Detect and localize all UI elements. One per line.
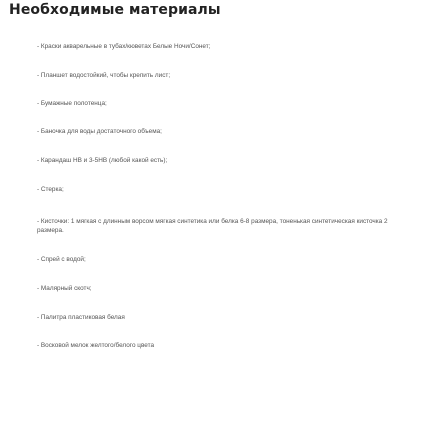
list-item-masking-tape: - Малярный скотч; <box>37 285 92 292</box>
list-item-board: - Планшет водостойкий, чтобы крепить лист; <box>37 72 171 79</box>
list-item-paper-towels: - Бумажные полотенца; <box>37 100 107 107</box>
list-item-brushes: - Кисточки: 1 мягкая с длинным ворсом мягкая синтетика или белка 6-8 размера, тоненькая синтетическая кисточка 2 размера. <box>37 218 388 234</box>
list-item-wax-crayon: - Восковой мелок желтого/белого цвета <box>37 342 155 349</box>
list-item-palette: - Палитра пластиковая белая <box>37 314 125 321</box>
list-item-paints: - Краски акварельные в тубах/кюветах Белые Ночи/Сонет; <box>37 43 211 50</box>
list-item-eraser: - Стерка; <box>37 186 64 193</box>
list-item-spray: - Спрей с водой; <box>37 256 86 263</box>
list-item-water-jar: - Баночка для воды достаточного объема; <box>37 128 162 135</box>
list-item-pencil: - Карандаш HB и 3-5HB (любой какой есть); <box>37 157 168 164</box>
section-title: Необходимые материалы <box>9 2 221 18</box>
